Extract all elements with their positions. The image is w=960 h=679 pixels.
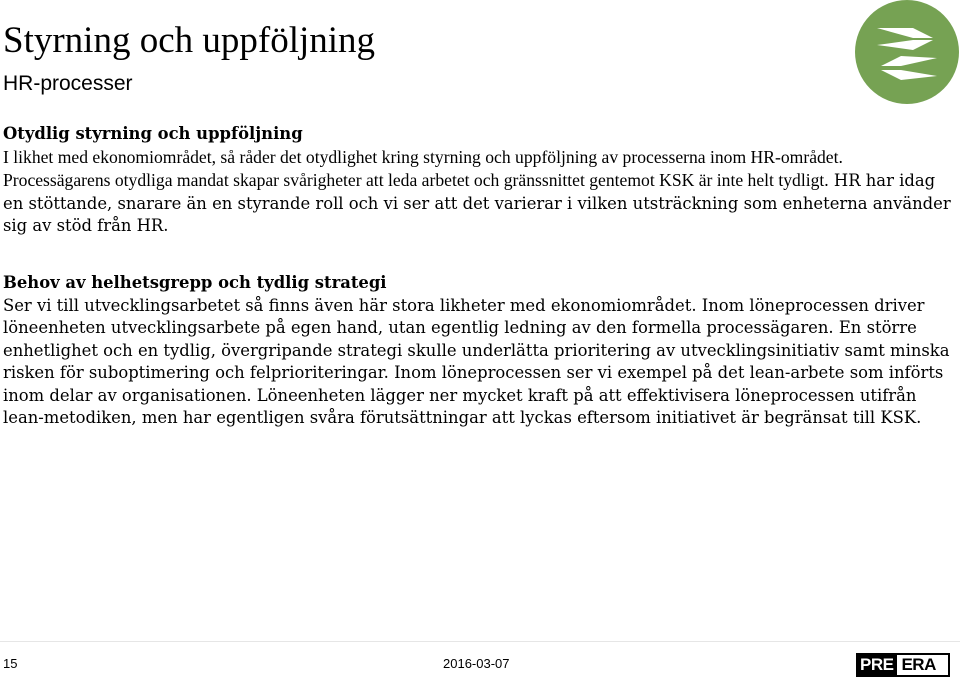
brand-logo	[856, 653, 950, 677]
section-text: Ser vi till utvecklingsarbetet så finns även här stora likheter med ekonomiområdet. Inom löneprocessen driver löneenheten utvecklingsarbete på egen hand, utan egentlig ledning av den formella processägaren. En större enhetlighet och en tydlig, övergripande strategi skulle underlätta prioritering av utvecklingsinitiativ samt minska risken för suboptimering och felprioriteringar. Inom löneprocessen ser vi exempel på det lean-arbete som införts inom delar av organisationen. Löneenheten lägger ner mycket kraft på att effektivisera löneprocessen utifrån lean-metodiken, men har egentligen svåra förutsättningar att lyckas eftersom initiativet är begränsat till KSK.	[3, 295, 950, 427]
page-number: 15	[3, 656, 18, 671]
page-subtitle: HR-processer	[3, 72, 133, 95]
section-heading: Behov av helhetsgrepp och tydlig strategi	[3, 273, 387, 292]
brand-right: ERA	[901, 655, 936, 674]
section-otydlig-styrning	[3, 123, 953, 238]
footer-date: 2016-03-07	[443, 656, 510, 671]
arrows-logo-icon	[855, 0, 959, 104]
section-heading: Otydlig styrning och uppföljning	[3, 124, 303, 143]
brand-left: PRE	[858, 655, 897, 675]
footer-divider	[0, 641, 960, 642]
page-title: Styrning och uppföljning	[3, 20, 376, 61]
section-text-a: I likhet med ekonomiområdet, så råder det otydlighet kring styrning och uppföljning av processerna inom HR-området. Processägarens otydliga mandat skapar svårigheter att leda arbetet och gränssnittet gentemot KSK är inte helt tydligt.	[3, 146, 843, 190]
section-text-b: HR har idag en stöttande, snarare än en styrande roll och vi ser att det varierar i vilken utsträckning som enheterna använder sig av stöd från HR.	[3, 171, 951, 235]
section-helhetsgrepp	[3, 272, 953, 430]
